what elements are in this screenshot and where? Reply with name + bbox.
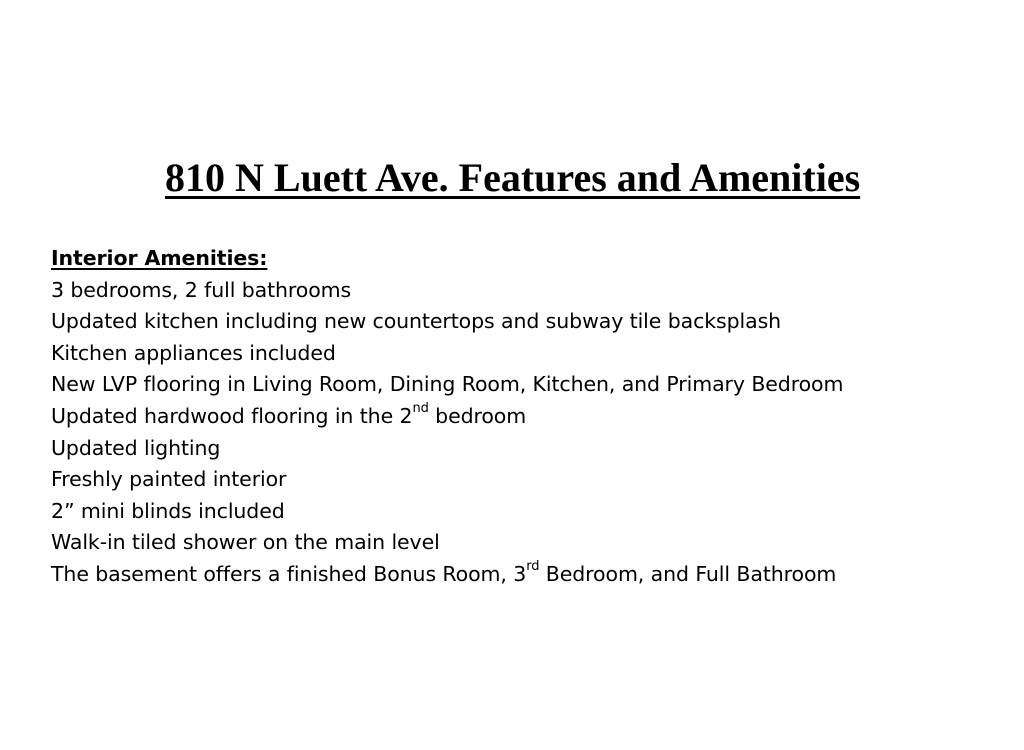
amenity-item-text: The basement offers a finished Bonus Room, 3 — [51, 561, 527, 586]
amenity-item: Walk-in tiled shower on the main level — [51, 530, 440, 555]
amenity-item: 2” mini blinds included — [51, 498, 285, 523]
ordinal-suffix: nd — [412, 401, 429, 417]
document-title: 810 N Luett Ave. Features and Amenities — [165, 155, 861, 200]
amenity-item: Freshly painted interior — [51, 467, 287, 492]
amenity-item: 3 bedrooms, 2 full bathrooms — [51, 277, 352, 302]
amenity-item: Kitchen appliances included — [51, 340, 336, 365]
amenity-item-text: Bedroom, and Full Bathroom — [539, 561, 837, 586]
amenity-item: Updated kitchen including new countertops and subway tile backsplash — [51, 309, 782, 334]
amenity-item-text: bedroom — [428, 403, 527, 428]
amenity-item — [51, 559, 843, 591]
amenity-item-text: Updated hardwood flooring in the 2 — [51, 403, 413, 428]
section-heading: Interior Amenities: — [51, 246, 268, 270]
amenity-item: Updated lighting — [51, 435, 221, 460]
amenity-item — [51, 401, 843, 433]
ordinal-suffix: rd — [526, 559, 540, 575]
amenity-item: New LVP flooring in Living Room, Dining Room, Kitchen, and Primary Bedroom — [51, 372, 844, 397]
interior-amenities-section — [51, 243, 843, 591]
